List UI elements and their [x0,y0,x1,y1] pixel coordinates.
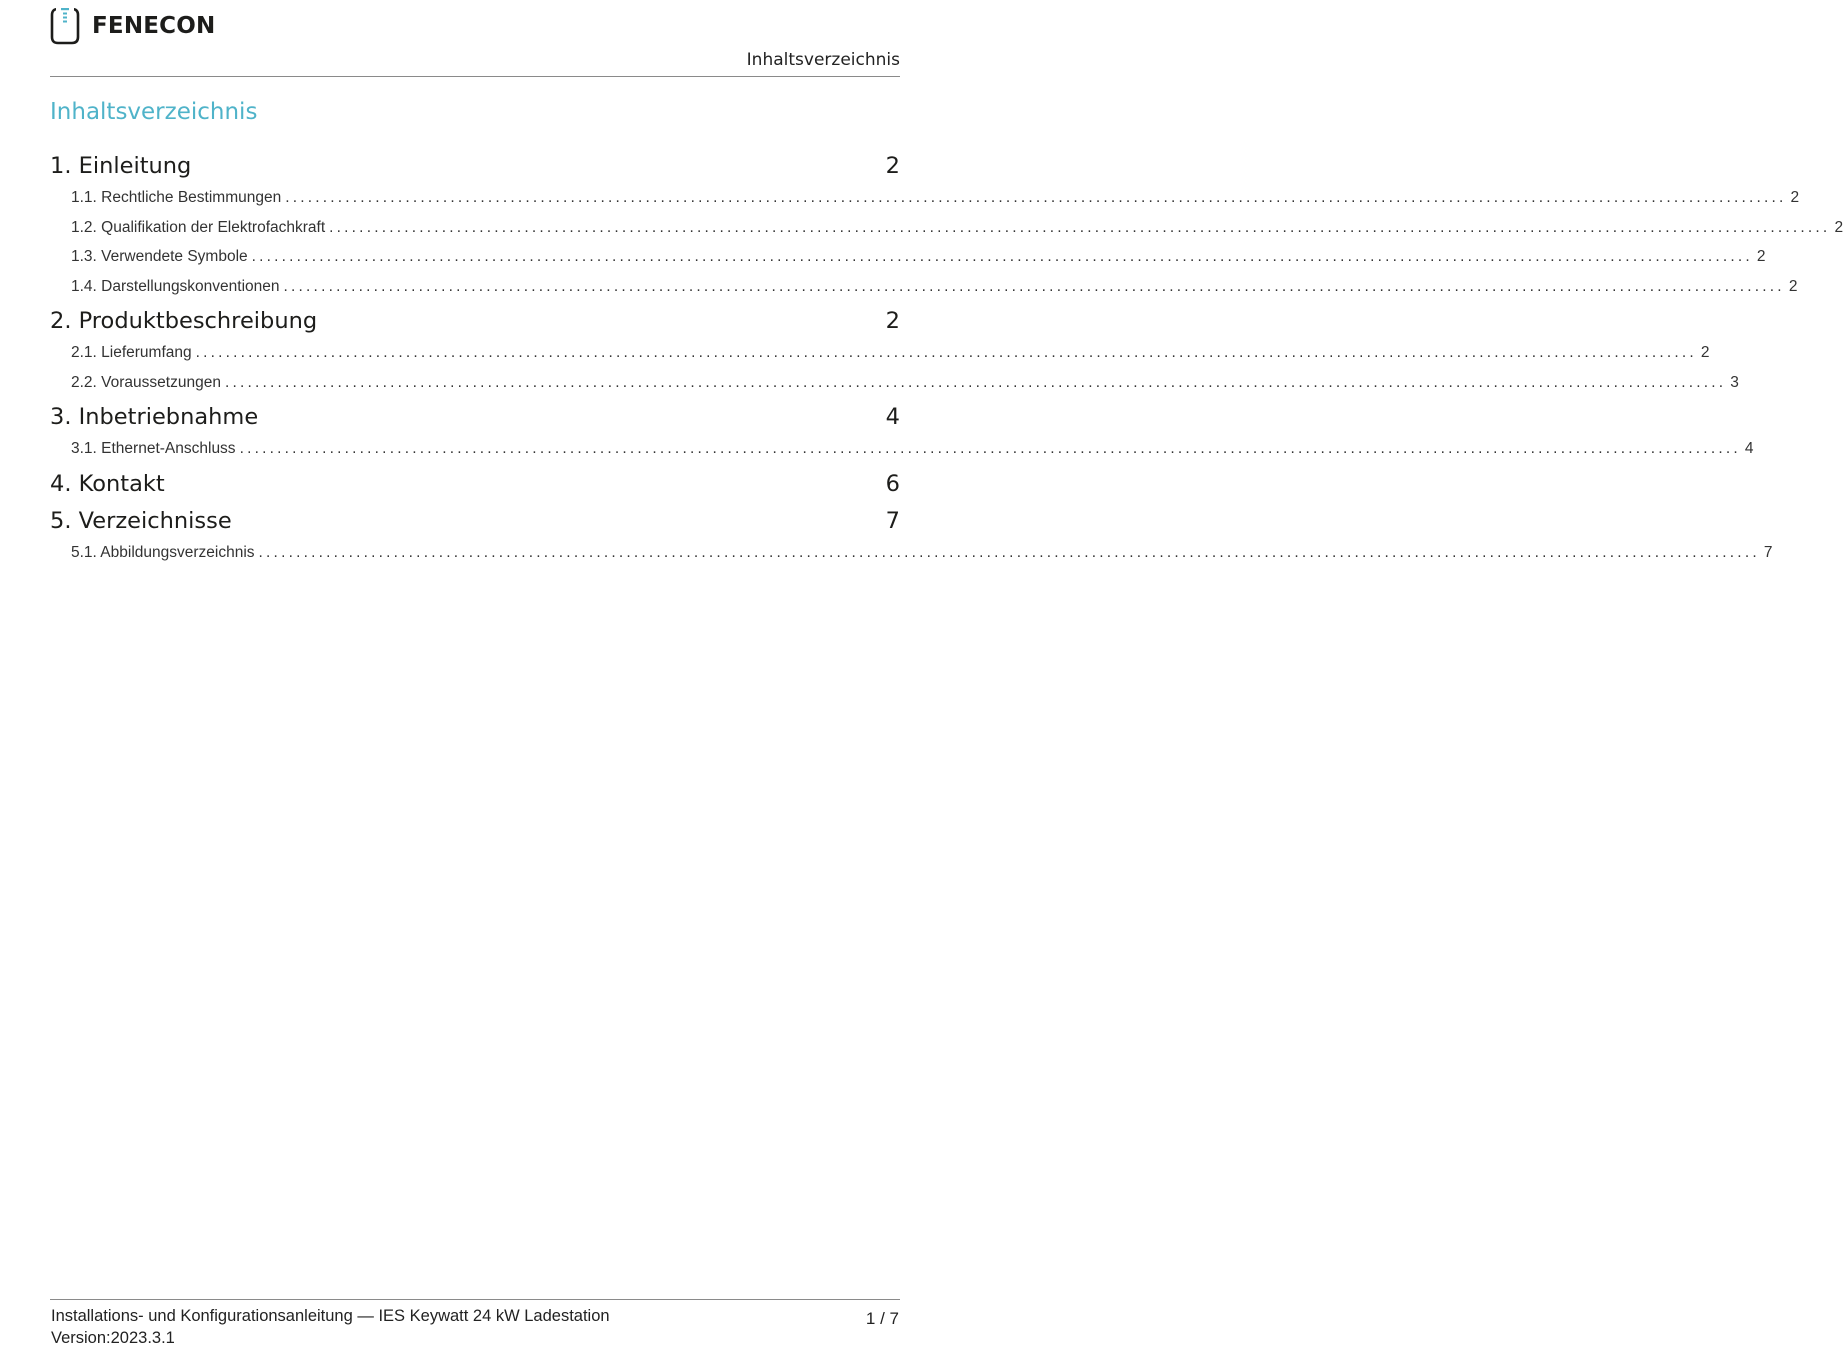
toc-section-label: 2. Produktbeschreibung [50,308,318,334]
toc-dot-leader: ........................................................................................................................................................................................................ [283,277,1785,295]
toc-section-label: 4. Kontakt [50,470,165,497]
toc-section-label: 1. Einleitung [50,153,192,179]
toc-section-page: 7 [885,507,900,534]
toc-title: Inhaltsverzeichnis [50,99,258,125]
toc-subsection-label: 1.2. Qualifikation der Elektrofachkraft [71,218,326,236]
page-indicator: 1 / 7 [865,1309,899,1328]
toc-subsection-entry[interactable] [71,372,1739,402]
toc-section-entry[interactable] [50,150,900,187]
header-rule [50,76,900,77]
fenecon-logo [50,6,215,46]
toc-subsection-entry[interactable] [71,438,1754,468]
toc-section-entry[interactable] [50,401,900,438]
toc-subsection-label: 1.3. Verwendete Symbole [71,248,248,265]
fenecon-logo-icon [50,7,80,45]
toc-subsection-page: 2 [1756,248,1766,265]
toc-subsection-page: 7 [1763,543,1773,561]
footer-version: Version:2023.3.1 [51,1329,175,1347]
toc-subsection-label: 2.1. Lieferumfang [71,344,192,361]
footer-text [51,1305,610,1349]
toc-subsection-page: 3 [1730,373,1739,391]
toc-subsection-page: 2 [1700,344,1710,361]
toc-dot-leader: ........................................................................................................................................................................................................ [329,218,1831,236]
toc-subsection-entry[interactable] [71,187,1800,217]
toc-dot-leader: ........................................................................................................................................................................................................ [239,440,1741,457]
toc-subsection-label: 1.4. Darstellungskonventionen [71,277,280,295]
toc-subsection-entry[interactable] [71,246,1766,276]
toc-subsection-entry[interactable] [71,342,1710,372]
toc-section-page: 2 [885,153,900,179]
toc-subsection-page: 2 [1788,277,1798,295]
toc-section-page: 4 [885,404,900,430]
toc-subsection-entry[interactable] [71,276,1798,306]
toc-dot-leader: ........................................................................................................................................................................................................ [285,189,1787,206]
footer-document-title: Installations- und Konfigurationsanleitung — IES Keywatt 24 kW Ladestation [51,1307,610,1325]
toc-subsection-page: 4 [1744,440,1754,457]
toc-subsection-label: 2.2. Voraussetzungen [71,373,221,391]
toc-section-label: 3. Inbetriebnahme [50,404,259,430]
toc-subsection-label: 5.1. Abbildungsverzeichnis [71,543,255,561]
toc-dot-leader: ........................................................................................................................................................................................................ [195,344,1697,361]
logo-text: FENECON [92,13,216,39]
running-head: Inhaltsverzeichnis [746,50,900,70]
toc-subsection-page: 2 [1834,218,1843,236]
toc-subsection-label: 1.1. Rechtliche Bestimmungen [71,189,282,206]
footer-rule [50,1299,900,1300]
toc-section-entry[interactable] [50,505,900,542]
toc-subsection-page: 2 [1790,189,1800,206]
toc-dot-leader: ........................................................................................................................................................................................................ [258,543,1760,561]
toc-dot-leader: ........................................................................................................................................................................................................ [251,248,1753,265]
toc-subsection-entry[interactable] [71,217,1843,247]
toc-section-page: 2 [885,308,900,334]
toc-dot-leader: ........................................................................................................................................................................................................ [224,373,1727,391]
toc-subsection-label: 3.1. Ethernet-Anschluss [71,440,236,457]
toc-subsection-entry[interactable] [71,542,1773,572]
toc-section-page: 6 [885,470,900,497]
toc-section-entry[interactable] [50,305,900,342]
table-of-contents [50,150,1843,571]
toc-section-entry[interactable] [50,468,900,505]
toc-section-label: 5. Verzeichnisse [50,507,232,534]
